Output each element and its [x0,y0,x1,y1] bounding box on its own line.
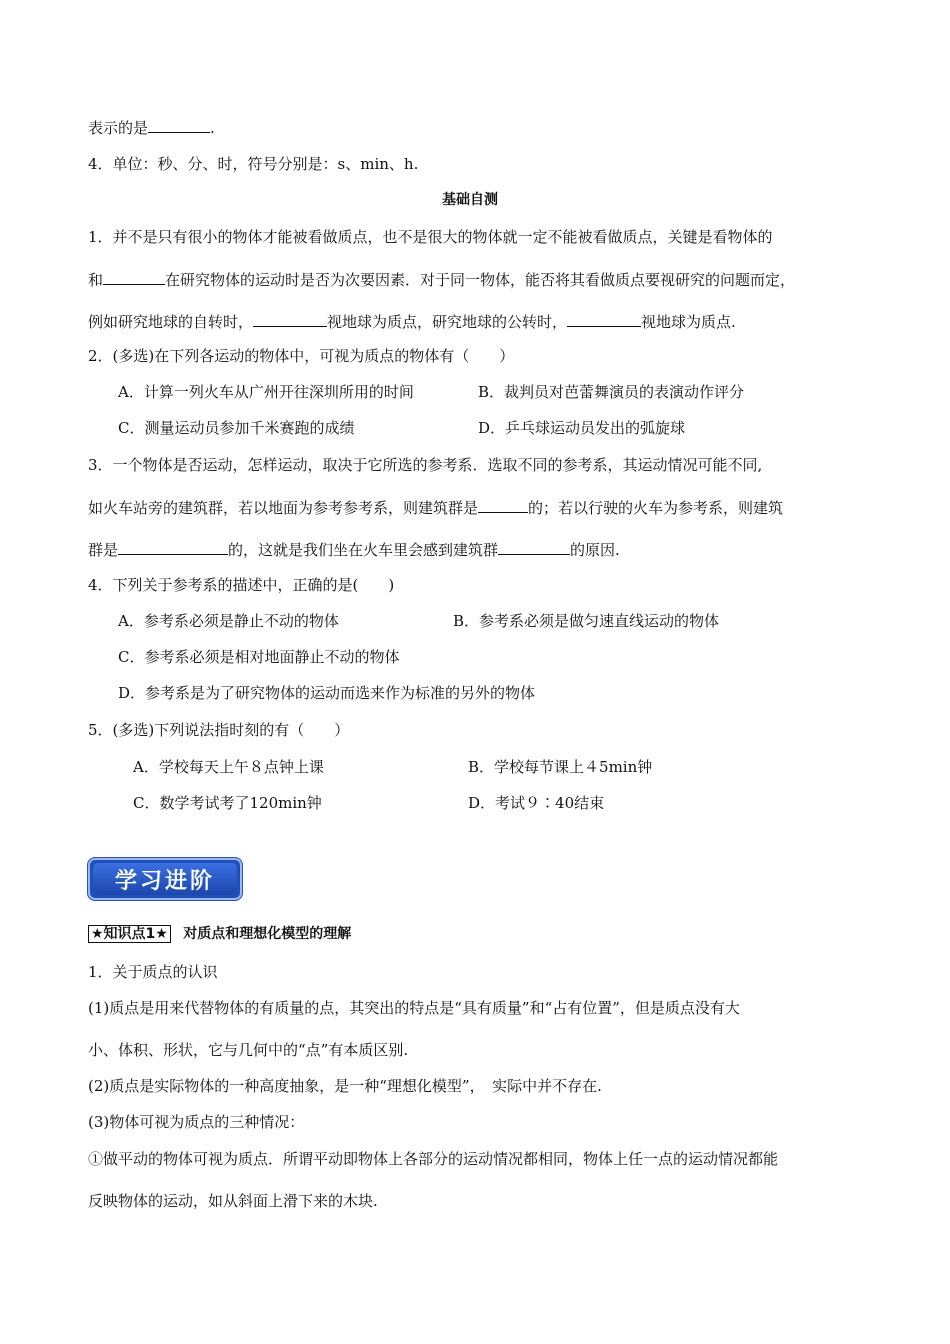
option-4-b[interactable]: B．参考系必须是做匀速直线运动的物体 [453,612,720,630]
text: 如火车站旁的建筑群，若以地面为参考参考系，则建筑群是 [88,499,479,517]
knowledge-tag: ★知识点1★ [88,925,171,943]
question-5: 5．(多选)下列说法指时刻的有（ ） [88,721,350,739]
fill-blank[interactable] [498,539,570,555]
text: 群是 [88,541,119,559]
option-4-d[interactable]: D．参考系是为了研究物体的运动而选来作为标准的另外的物体 [118,684,536,702]
text: . [210,119,215,137]
answer-line [88,117,215,138]
question-2: 2．(多选)在下列各运动的物体中，可视为质点的物体有（ ） [88,347,515,365]
option-2-a[interactable]: A．计算一列火车从广州开往深圳所用的时间 [118,383,414,401]
knowledge-heading [88,924,351,944]
option-5-c[interactable]: C．数学考试考了120min钟 [133,794,322,812]
question-3-line-2 [88,497,783,518]
banner-label: 学习进阶 [114,868,215,894]
text: 视地球为质点，研究地球的公转时， [327,313,568,331]
paragraph: (2)质点是实际物体的一种高度抽象，是一种“理想化模型”， 实际中并不存在. [88,1077,602,1095]
text: 视地球为质点. [641,313,736,331]
knowledge-title: 对质点和理想化模型的理解 [183,926,352,942]
fill-blank[interactable] [478,497,528,513]
text: 表示的是 [88,119,149,137]
fill-blank[interactable] [148,117,210,133]
option-4-c[interactable]: C．参考系必须是相对地面静止不动的物体 [118,648,400,666]
option-5-d[interactable]: D．考试９∶40结束 [468,794,605,812]
section-banner [88,858,242,900]
question-3-line-1: 3．一个物体是否运动，怎样运动，取决于它所选的参考系．选取不同的参考系，其运动情况可能不同, [88,456,763,474]
text: 的，这就是我们坐在火车里会感到建筑群 [228,541,499,559]
option-5-a[interactable]: A．学校每天上午８点钟上课 [133,758,324,776]
paragraph: (3)物体可视为质点的三种情况： [88,1113,305,1131]
section-title: 基础自测 [442,192,498,208]
question-4: 4．下列关于参考系的描述中，正确的是( ) [88,576,395,594]
question-1-line-2 [88,269,795,290]
fill-blank[interactable] [103,269,165,285]
text: 和 [88,271,104,289]
question-3-line-3 [88,539,620,560]
paragraph: 小、体积、形状，它与几何中的“点”有本质区别. [88,1041,409,1059]
question-1-line-1: 1．并不是只有很小的物体才能被看做质点，也不是很大的物体就一定不能被看做质点，关键是看物体的 [88,228,773,246]
option-5-b[interactable]: B．学校每节课上４5min钟 [468,758,653,776]
text: 例如研究地球的自转时， [88,313,254,331]
banner-face [93,863,237,895]
paragraph: 1．关于质点的认识 [88,963,218,981]
fill-blank[interactable] [253,311,327,327]
paragraph: (1)质点是用来代替物体的有质量的点，其突出的特点是“具有质量”和“占有位置”，但是质点没有大 [88,999,740,1017]
text: 的；若以行驶的火车为参考系，则建筑 [528,499,784,517]
unit-line: 4．单位：秒、分、时，符号分别是：s、min、h. [88,155,419,173]
question-1-line-3 [88,311,736,332]
option-2-c[interactable]: C．测量运动员参加千米赛跑的成绩 [118,419,355,437]
paragraph: ①做平动的物体可视为质点．所谓平动即物体上各部分的运动情况都相同，物体上任一点的运动情况都能 [88,1150,779,1168]
text: 在研究物体的运动时是否为次要因素．对于同一物体，能否将其看做质点要视研究的问题而定， [165,271,796,289]
paragraph: 反映物体的运动，如从斜面上滑下来的木块. [88,1192,378,1210]
option-4-a[interactable]: A．参考系必须是静止不动的物体 [118,612,339,630]
fill-blank[interactable] [118,539,228,555]
option-2-d[interactable]: D．乒乓球运动员发出的弧旋球 [478,419,686,437]
text: 的原因. [570,541,620,559]
fill-blank[interactable] [567,311,641,327]
option-2-b[interactable]: B．裁判员对芭蕾舞演员的表演动作评分 [478,383,745,401]
